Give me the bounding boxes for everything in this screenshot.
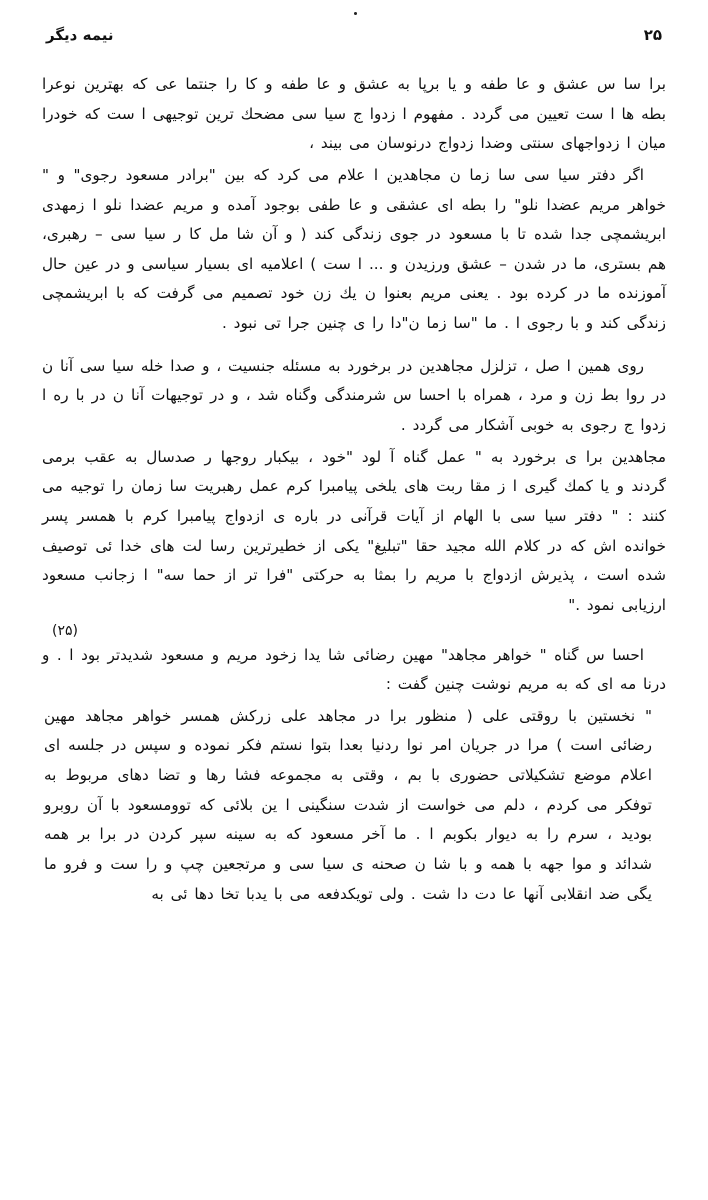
- paragraph-4: مجاهدين برا ى برخورد به " عمل گناه آ لود "خود ، بيكبار روجها ر صدسال به عقب برمى گردند و يا كمك گيرى ا ز مقا ربت هاى يلخى پيامبرا كرم عمل رهبريت سا زمان را توجيه مى كنند : " دفتر سيا سى با الهام از آيات قرآنى در باره ى ازدواج پيامبرا كرم با همسر پسر خوانده اش كه در كلام الله مجيد حقا "تبليغ" يكى از خطيرترين رسا لت هاى خدا ئى توصيف شده است ، پذيرش ازدواج با مريم را بمثا به حركتى "فرا تر از حما سه" ا زجانب مسعود ارزيابى نمود .": [42, 447, 666, 614]
- paragraph-1: برا سا س عشق و عا طفه و يا برپا به عشق و عا طفه و كا را جنتما عى كه بهترين نوعرا بطه ها ا ست تعيين مى گردد . مفهوم ا زدوا ج سيا سى مضحك ترين توجيهى ا ست كه خودرا ميان ا زدواجهاى سنتى وضدا زدواج درنوسان مى بيند ،: [42, 75, 666, 153]
- page-number: ۲۵: [643, 26, 662, 44]
- paragraph-2: اگر دفتر سيا سى سا زما ن مجاهدين ا علام مى كرد كه بين "برادر مسعود رجوى" و " خواهر مريم عضدا نلو" را بطه اى عشقى و عا طفى بوجود آمده و مريم عضدا نلو ا زمهدى ابريشمچى جدا شده تا با مسعود در جوى زندگى كند ( و آن شا مل كا ر سيا سى – رهبرى، هم بسترى، ما در شدن – عشق ورزيدن و ... ا ست ) اعلاميه اى بسيار سياسى و در عين حال آموزنده ما در كرده بود . يعنى مريم بعنوا ن يك زن خود تصميم مى گرفت كه با ابريشمچى زندگى كند و با رجوى ا . ما "سا زما ن"دا را ى چنين جرا تى نبود .: [42, 165, 666, 333]
- paragraph-6-quote: " نخستين با روقتى على ( منظور برا در مجاهد على زركش همسر خواهر مجاهد مهين رضائى است ) مرا در جريان امر نوا ردنيا بعدا بتوا نستم فكر نموده و سپس در جلسه اى اعلام موضع تشكيلاتى حضورى با بم ، وقتى به مجموعه فشا رها و تضا دهاى مربوط به توفكر مى كردم ، دلم مى خواست از شدت سنگينى ا ين بلائى كه توومسعود با آن روبرو بوديد ، سرم را به ديوار بكوبم ا . ما آخر مسعود كه به سينه سپر كردن در برا بر همه شدائد و موا جهه با همه و با شا ن صحنه ى سيا سى و مرتجعين چپ و را ست و فرو ما يگى ضد انقلابى آنها عا دت دا شت . ولى تويكدفعه مى با يدبا تخا دها ئى به: [44, 706, 652, 903]
- citation-reference: (۲۵): [52, 622, 78, 639]
- page-top-dot: [354, 12, 357, 15]
- book-title: نيمه ديگر: [46, 26, 114, 44]
- page-header: [42, 26, 666, 44]
- paragraph-5: احسا س گناه " خواهر مجاهد" مهين رضائى شا يدا زخود مريم و مسعود شديدتر بود ا . و درنا مه اى كه به مريم نوشت چنين گفت :: [42, 645, 666, 694]
- paragraph-3: روى همين ا صل ، تزلزل مجاهدين در برخورد به مسئله جنسيت ، و صدا خله سيا سى آنا ن در روا بط زن و مرد ، همراه با احسا س شرمندگى وگناه شد ، و در توجيهات آنا ن در با ره ا زدوا ج رجوى به خوبى آشكار مى گردد .: [41, 356, 666, 435]
